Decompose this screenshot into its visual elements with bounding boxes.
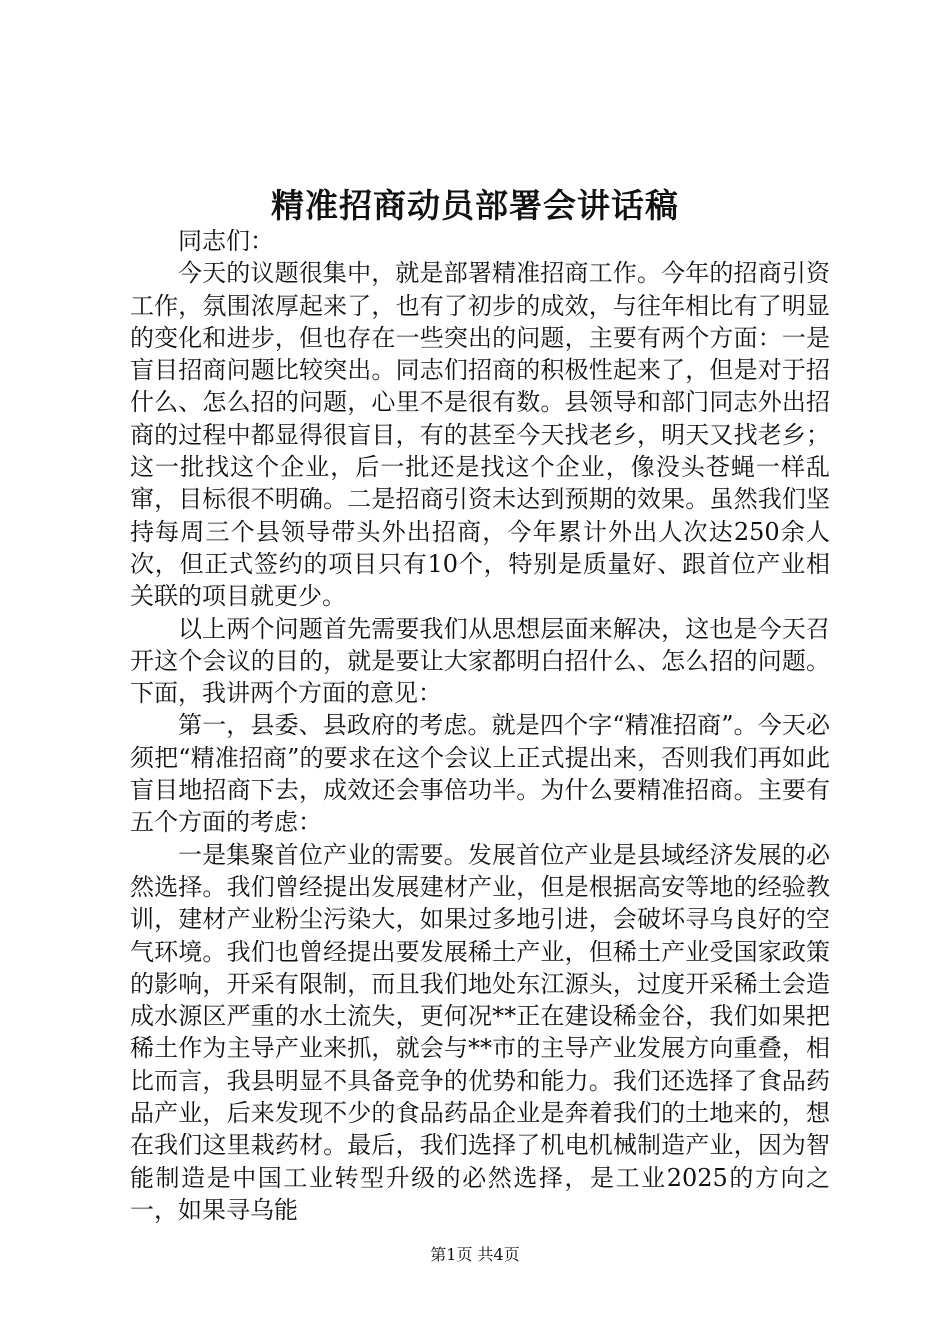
salutation: 同志们：: [178, 227, 274, 255]
paragraph-2: 以上两个问题首先需要我们从思想层面来解决，这也是今天召开这个会议的目的，就是要让大家都明白招什么、怎么招的问题。下面，我讲两个方面的意见：: [130, 614, 830, 708]
document-title: 精准招商动员部署会讲话稿: [271, 186, 679, 225]
paragraph-3: 第一，县委、县政府的考虑。就是四个字“精准招商”。今天必须把“精准招商”的要求在这个会议上正式提出来，否则我们再如此盲目地招商下去，成效还会事倍功半。为什么要精准招商。主要有五个方面的考虑：: [130, 711, 830, 837]
paragraph-4: 一是集聚首位产业的需要。发展首位产业是县域经济发展的必然选择。我们曾经提出发展建材产业，但是根据高安等地的经验教训，建材产业粉尘污染大，如果过多地引进，会破坏寻乌良好的空气环境。我们也曾经提出要发展稀土产业，但稀土产业受国家政策的影响，开采有限制，而且我们地处东江源头，过度开采稀土会造成水源区严重的水土流失，更何况**正在建设稀金谷，我们如果把稀土作为主导产业来抓，就会与**市的主导产业发展方向重叠，相比而言，我县明显不具备竞争的优势和能力。我们还选择了食品药品产业，后来发现不少的食品药品企业是奔着我们的土地来的，想在我们这里栽药材。最后，我们选择了机电机械制造产业，因为智能制造是中国工业转型升级的必然选择，是工业2025的方向之一，如果寻乌能: [130, 840, 830, 1224]
document-body: [130, 225, 830, 1226]
page-footer: 第1页 共4页: [430, 1245, 520, 1264]
paragraph-1: 今天的议题很集中，就是部署精准招商工作。今年的招商引资工作，氛围浓厚起来了，也有了初步的成效，与往年相比有了明显的变化和进步，但也存在一些突出的问题，主要有两个方面：一是盲目招商问题比较突出。同志们招商的积极性起来了，但是对于招什么、怎么招的问题，心里不是很有数。县领导和部门同志外出招商的过程中都显得很盲目，有的甚至今天找老乡，明天又找老乡；这一批找这个企业，后一批还是找这个企业，像没头苍蝇一样乱窜，目标很不明确。二是招商引资未达到预期的效果。虽然我们坚持每周三个县领导带头外出招商，今年累计外出人次达250余人次，但正式签约的项目只有10个，特别是质量好、跟首位产业相关联的项目就更少。: [130, 259, 830, 611]
